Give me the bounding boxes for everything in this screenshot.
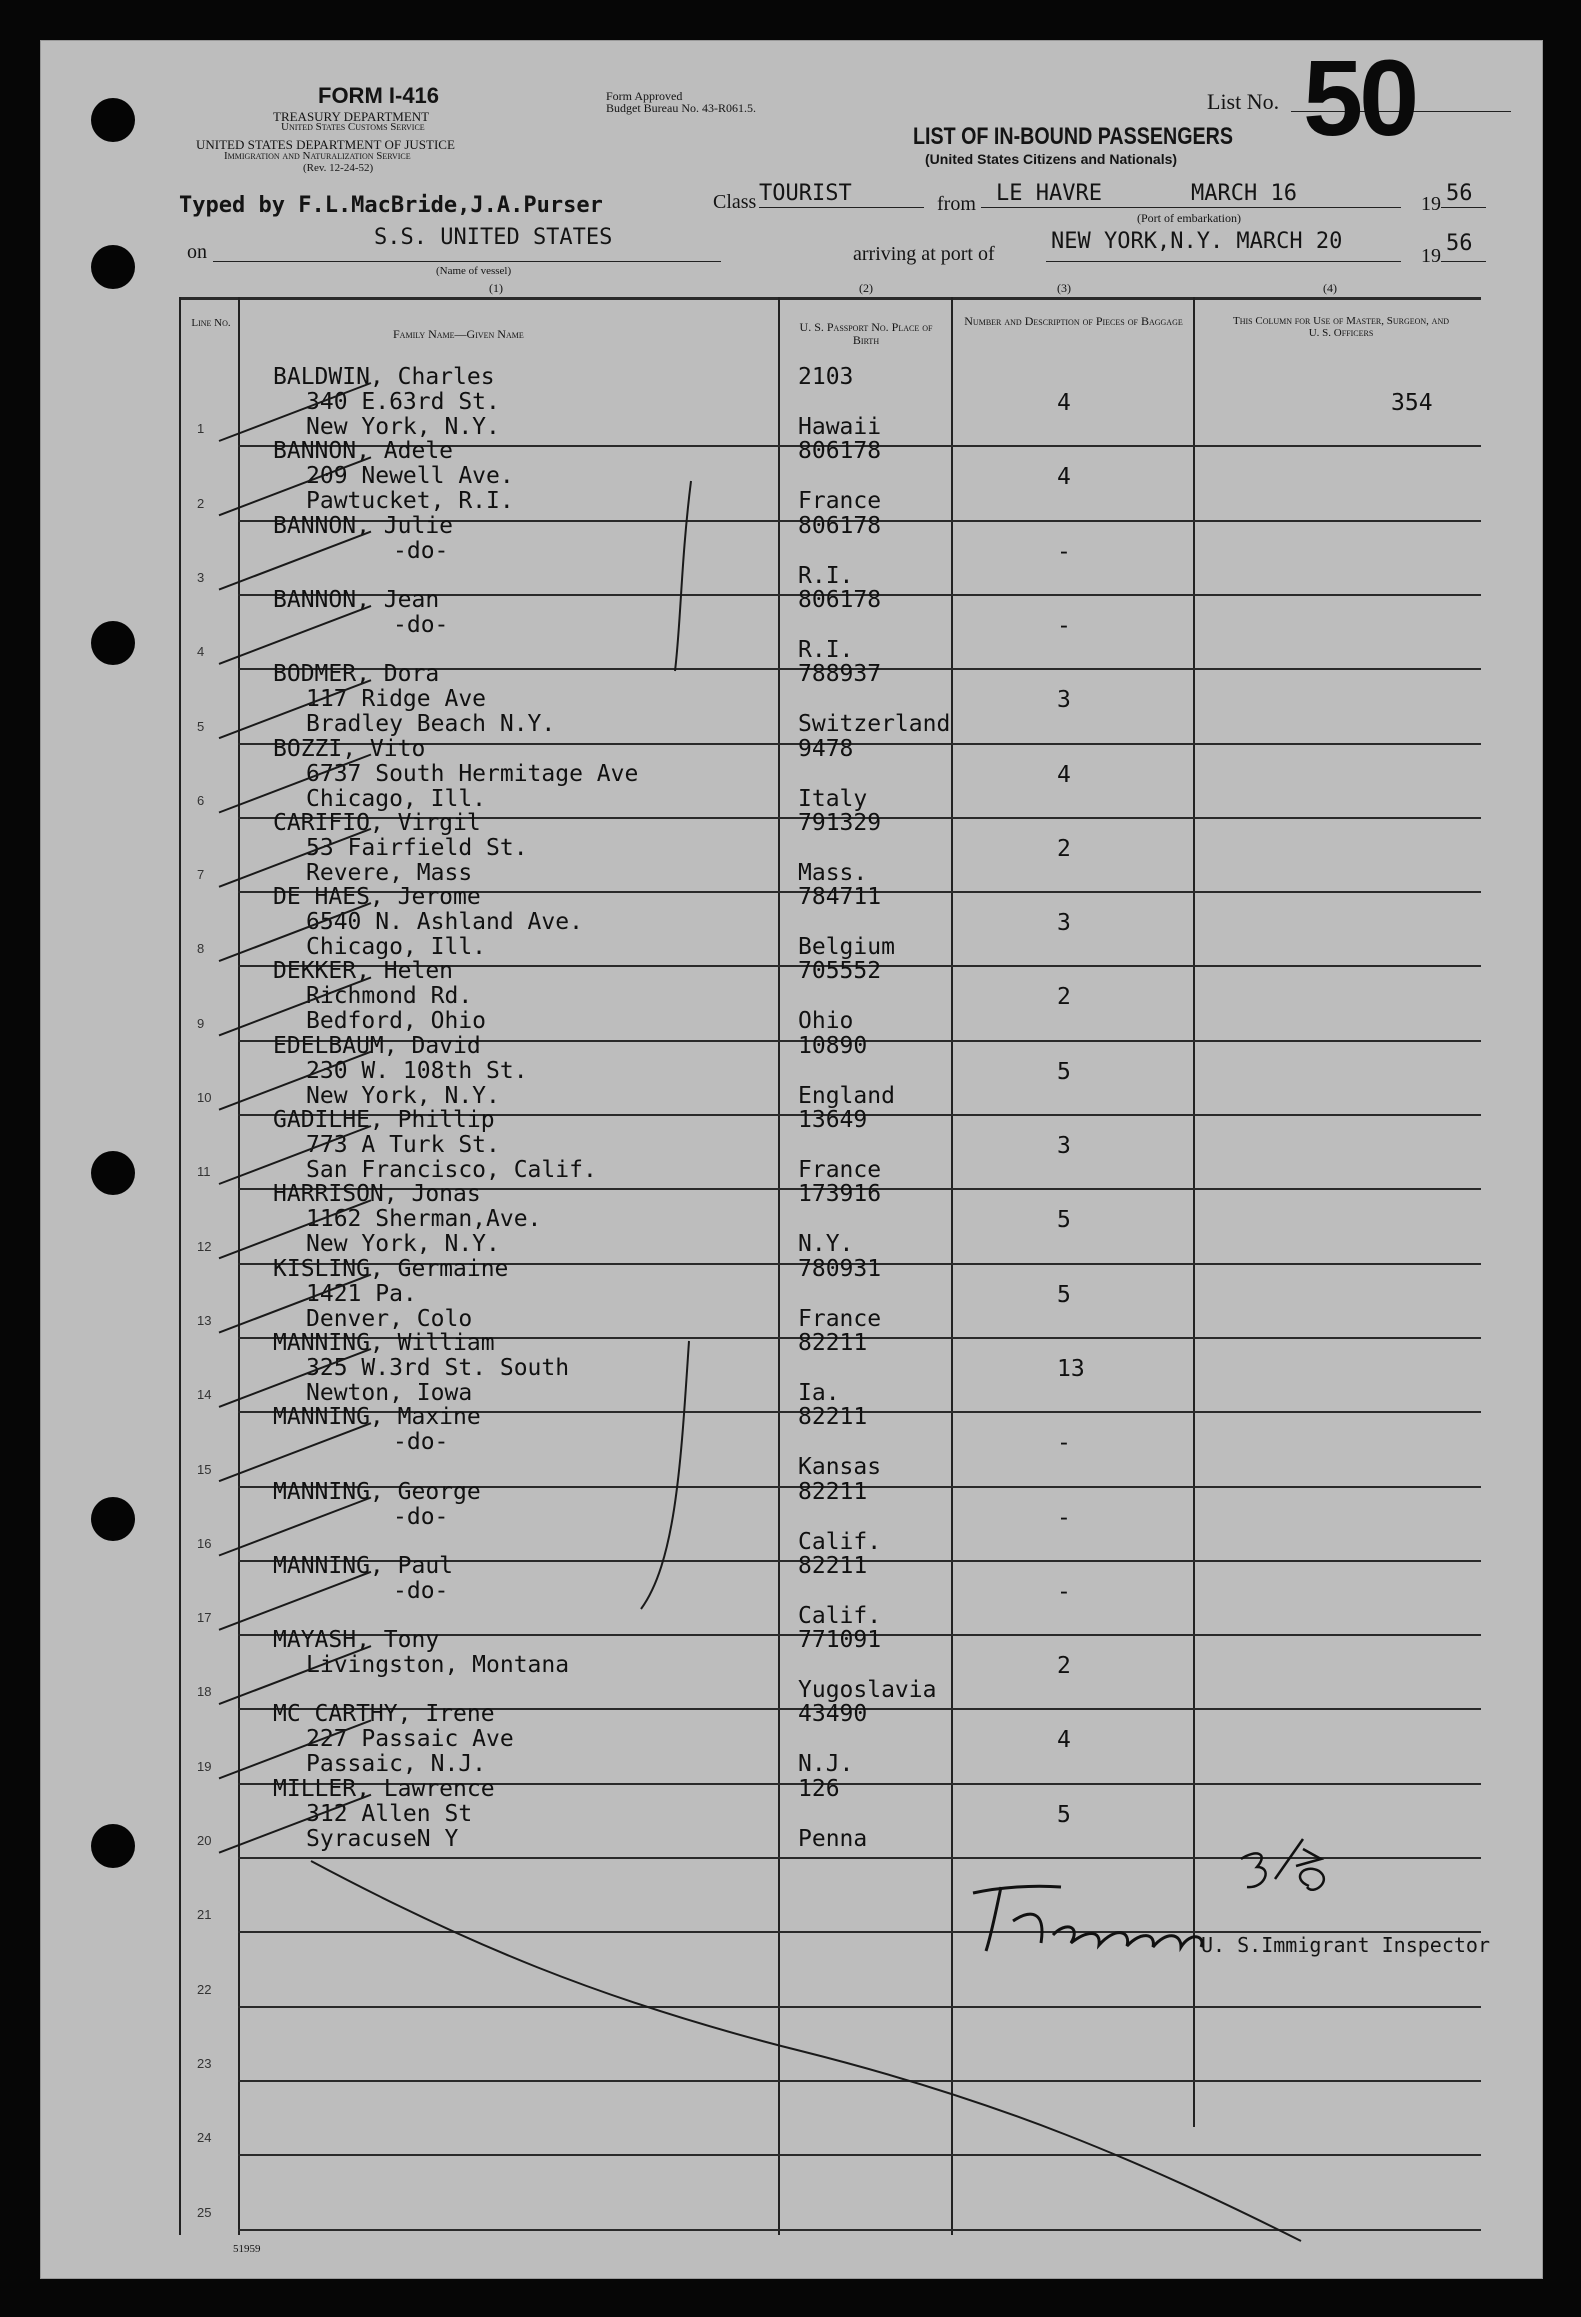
col-1-marker: (1) (489, 281, 503, 295)
check-stroke (219, 532, 371, 590)
address-line-1: -do- (393, 1429, 449, 1456)
place-of-birth: France (798, 1157, 882, 1183)
place-of-birth: France (798, 488, 882, 515)
baggage-count: - (1057, 1430, 1071, 1457)
line-number: 6 (197, 792, 205, 808)
col-header-baggage: Number and Description of Pieces of Baggage (964, 314, 1183, 328)
baggage-count: - (1057, 538, 1071, 565)
check-stroke (219, 606, 371, 664)
year-prefix-1: 19 (1421, 193, 1441, 215)
from-label: from (937, 193, 976, 215)
address-line-1: 117 Ridge Ave (306, 686, 487, 713)
passenger-name: BANNON, Jean (273, 586, 440, 613)
signature (973, 1886, 1202, 1951)
list-number: 50 (1303, 40, 1416, 158)
check-stroke (219, 1052, 371, 1110)
check-stroke (219, 1646, 371, 1704)
baggage-count: 2 (1057, 1653, 1071, 1680)
baggage-count: 3 (1057, 910, 1071, 937)
address-line-1: -do- (393, 1577, 449, 1604)
address-line-1: 6540 N. Ashland Ave. (306, 909, 583, 936)
check-stroke (219, 977, 371, 1035)
line-number: 4 (197, 644, 205, 660)
list-title: LIST OF IN-BOUND PASSENGERS (913, 123, 1234, 150)
passport-number: 82211 (798, 1329, 868, 1356)
address-line-2: New York, N.Y. (306, 1082, 500, 1109)
passport-number: 791329 (798, 809, 882, 836)
address-line-1: 1421 Pa. (306, 1280, 417, 1307)
passenger-name: KISLING, Germaine (273, 1255, 509, 1282)
col-header-name: Family Name—Given Name (393, 327, 524, 341)
place-of-birth: Mass. (798, 859, 868, 886)
line-number: 14 (197, 1387, 212, 1403)
on-label: on (187, 241, 207, 263)
list-subtitle: (United States Citizens and Nationals) (925, 151, 1178, 167)
form-justice: UNITED STATES DEPARTMENT OF JUSTICE (196, 137, 455, 152)
baggage-count: 4 (1057, 464, 1071, 491)
vessel-caption: (Name of vessel) (436, 265, 512, 277)
place-of-birth: Kansas (798, 1454, 882, 1481)
address-line-1: 53 Fairfield St. (306, 834, 528, 861)
address-line-2: Passaic, N.J. (306, 1751, 487, 1778)
year-prefix-2: 19 (1421, 245, 1441, 267)
cancel-diagonal (311, 1861, 1301, 2241)
passport-number: 13649 (798, 1107, 868, 1133)
line-number: 19 (197, 1758, 212, 1774)
passport-number: 806178 (798, 586, 882, 613)
address-line-1: -do- (393, 537, 449, 564)
budget-bureau: Budget Bureau No. 43-R061.5. (606, 101, 756, 115)
check-stroke (219, 680, 371, 738)
passenger-name: MANNING, George (273, 1478, 481, 1505)
address-line-2: Pawtucket, R.I. (306, 488, 514, 515)
year-2: 56 (1446, 231, 1473, 256)
address-line-2: SyracuseN Y (306, 1825, 459, 1852)
passenger-name: MANNING, Paul (273, 1552, 454, 1579)
address-line-1: 312 Allen St (306, 1800, 473, 1827)
passenger-name: BANNON, Julie (273, 512, 454, 539)
line-number: 13 (197, 1312, 212, 1328)
check-stroke (219, 903, 371, 961)
check-marks (219, 383, 371, 1853)
line-number: 11 (197, 1164, 211, 1180)
col-header-line: Line No. (191, 317, 231, 329)
form-rev: (Rev. 12-24-52) (303, 162, 374, 174)
passenger-name: MAYASH, Tony (273, 1627, 440, 1654)
check-stroke (219, 1720, 371, 1778)
address-line-1: Richmond Rd. (306, 983, 473, 1010)
col-2-marker: (2) (859, 281, 873, 295)
arriving-label: arriving at port of (853, 243, 995, 265)
baggage-count: 2 (1057, 835, 1071, 862)
passport-number: 788937 (798, 661, 882, 688)
col-3-marker: (3) (1057, 281, 1071, 295)
baggage-count: 3 (1057, 687, 1071, 714)
line-number: 2 (197, 495, 205, 511)
baggage-count: 5 (1057, 1801, 1071, 1828)
passenger-list-sheet (40, 40, 1543, 2279)
baggage-count: - (1057, 1578, 1071, 1605)
form-ins: Immigration and Naturalization Service (224, 150, 411, 162)
check-stroke (219, 383, 371, 441)
baggage-count: 13 (1057, 1355, 1085, 1382)
passenger-name: HARRISON, Jonas (273, 1181, 481, 1208)
passenger-name: EDELBAUM, David (273, 1032, 481, 1059)
check-stroke (219, 1795, 371, 1853)
passport-number: 82211 (798, 1552, 868, 1579)
col-4-marker: (4) (1323, 281, 1337, 295)
address-line-1: 773 A Turk St. (306, 1132, 500, 1158)
passenger-name: BALDWIN, Charles (273, 364, 495, 390)
line-number: 21 (197, 1907, 212, 1923)
form-number: FORM I-416 (318, 83, 440, 108)
place-of-birth: R.I. (798, 562, 854, 589)
baggage-count: 4 (1057, 761, 1071, 788)
line-number: 1 (197, 421, 205, 437)
address-line-2: Bradley Beach N.Y. (306, 711, 556, 738)
passenger-name: GADILHE, Phillip (273, 1107, 495, 1133)
check-stroke (219, 457, 371, 515)
line-number: 25 (197, 2204, 212, 2220)
typed-by: Typed by F.L.MacBride,J.A.Purser (179, 193, 603, 218)
passport-number: 771091 (798, 1627, 882, 1654)
place-of-birth: Hawaii (798, 414, 882, 440)
address-line-1: 325 W.3rd St. South (306, 1354, 570, 1381)
class-label: Class (713, 191, 757, 213)
line-number: 16 (197, 1535, 212, 1551)
check-stroke (219, 1200, 371, 1258)
address-line-1: 6737 South Hermitage Ave (306, 760, 639, 787)
vessel-name: S.S. UNITED STATES (374, 225, 613, 250)
signature-text: Thomson (1081, 1977, 1085, 1978)
baggage-count: 5 (1057, 1207, 1071, 1234)
line-number: 7 (197, 867, 205, 883)
col-header-passport: U. S. Passport No. Place of Birth (799, 320, 933, 347)
check-stroke (219, 1498, 371, 1556)
from-port: LE HAVRE (996, 181, 1102, 206)
address-line-1: Livingston, Montana (306, 1652, 570, 1679)
check-stroke (219, 755, 371, 813)
from-date: MARCH 16 (1191, 181, 1297, 206)
line-number: 12 (197, 1238, 212, 1254)
address-line-2: Revere, Mass (306, 859, 473, 886)
line-number: 22 (197, 1981, 212, 1997)
passenger-name: BODMER, Dora (273, 661, 440, 688)
baggage-count: 4 (1057, 390, 1071, 416)
line-number: 17 (197, 1610, 212, 1626)
address-line-1: 227 Passaic Ave (306, 1726, 514, 1753)
line-number: 5 (197, 718, 205, 734)
address-line-1: 340 E.63rd St. (306, 389, 500, 415)
passenger-name: DEKKER, Helen (273, 958, 454, 985)
address-line-2: Chicago, Ill. (306, 785, 487, 812)
place-of-birth: N.J. (798, 1751, 854, 1778)
port-caption: (Port of embarkation) (1137, 211, 1241, 225)
check-stroke (219, 1349, 371, 1407)
passenger-name: MILLER, Lawrence (273, 1775, 495, 1802)
passport-number: 82211 (798, 1404, 868, 1431)
form-code: 51959 (233, 2243, 261, 2255)
place-of-birth: Calif. (798, 1528, 882, 1555)
class-value: TOURIST (759, 181, 852, 206)
line-number: 10 (197, 1090, 212, 1105)
baggage-count: - (1057, 1504, 1071, 1531)
bracket-stroke (641, 1341, 689, 1609)
passport-number: 2103 (798, 364, 854, 390)
passport-number: 705552 (798, 958, 882, 985)
passenger-name: BANNON, Adele (273, 438, 454, 465)
address-line-1: 1162 Sherman,Ave. (306, 1206, 542, 1233)
line-number: 3 (197, 569, 205, 585)
check-stroke (219, 1572, 371, 1630)
baggage-count: - (1057, 612, 1071, 639)
address-line-1: -do- (393, 611, 449, 638)
check-stroke (219, 829, 371, 887)
baggage-count: 5 (1057, 1281, 1071, 1308)
passport-number: 173916 (798, 1181, 882, 1208)
list-no-label: List No. (1207, 89, 1280, 114)
arrival-port-date: NEW YORK,N.Y. MARCH 20 (1051, 229, 1343, 254)
place-of-birth: Penna (798, 1825, 868, 1852)
inspector-caption: U. S.Immigrant Inspector (1201, 1933, 1490, 1957)
form-approved: Form Approved (606, 89, 683, 103)
passport-number: 82211 (798, 1478, 868, 1505)
line-number: 20 (197, 1833, 212, 1848)
passenger-name: MC CARTHY, Irene (273, 1701, 495, 1728)
place-of-birth: Calif. (798, 1602, 882, 1629)
line-number: 15 (197, 1461, 212, 1477)
check-stroke (219, 1126, 371, 1184)
passenger-name: DE HAES, Jerome (273, 884, 481, 911)
check-stroke (219, 1275, 371, 1333)
passport-number: 806178 (798, 512, 882, 539)
address-line-1: -do- (393, 1503, 449, 1530)
line-number: 24 (197, 2130, 212, 2146)
baggage-count: 4 (1057, 1727, 1071, 1754)
place-of-birth: Ia. (798, 1379, 840, 1406)
address-line-2: Bedford, Ohio (306, 1008, 487, 1035)
year-1: 56 (1446, 181, 1473, 206)
passport-number: 126 (798, 1775, 840, 1802)
address-line-2: Denver, Colo (306, 1305, 473, 1332)
passport-number: 9478 (798, 735, 854, 762)
place-of-birth: Ohio (798, 1008, 854, 1035)
address-line-2: San Francisco, Calif. (306, 1157, 597, 1183)
check-stroke (219, 1423, 371, 1481)
place-of-birth: R.I. (798, 636, 854, 663)
place-of-birth: Switzerland (798, 711, 951, 738)
address-line-1: 230 W. 108th St. (306, 1057, 528, 1084)
passport-number: 784711 (798, 884, 882, 911)
passenger-name: CARIFIO, Virgil (273, 809, 481, 836)
passport-number: 806178 (798, 438, 882, 465)
line-number: 9 (197, 1015, 205, 1031)
place-of-birth: Belgium (798, 934, 895, 961)
col-header-officers: This Column for Use of Master, Surgeon, and U. S. Officers (1233, 315, 1449, 339)
address-line-2: New York, N.Y. (306, 414, 500, 440)
address-line-1: 209 Newell Ave. (306, 463, 514, 490)
initials-mark (1241, 1839, 1324, 1890)
passport-number: 780931 (798, 1255, 882, 1282)
baggage-count: 2 (1057, 984, 1071, 1011)
baggage-count: 5 (1057, 1058, 1071, 1085)
line-number: 8 (197, 941, 205, 957)
passport-number: 10890 (798, 1032, 868, 1059)
passport-number: 43490 (798, 1701, 868, 1728)
bracket-stroke (675, 481, 691, 671)
form-service: United States Customs Service (281, 121, 425, 133)
line-number: 23 (197, 2055, 212, 2071)
address-line-2: Chicago, Ill. (306, 934, 487, 961)
handwriting-overlay (41, 41, 1542, 2278)
place-of-birth: England (798, 1082, 895, 1109)
form-dept: TREASURY DEPARTMENT (273, 109, 430, 124)
passenger-name: BOZZI, Vito (273, 735, 426, 762)
place-of-birth: Yugoslavia (798, 1677, 937, 1704)
place-of-birth: Italy (798, 785, 868, 812)
passenger-name: MANNING, Maxine (273, 1404, 481, 1431)
place-of-birth: N.Y. (798, 1231, 854, 1258)
baggage-count: 3 (1057, 1133, 1071, 1159)
passenger-name: MANNING, William (273, 1329, 495, 1356)
officer-note: 354 (1391, 390, 1433, 416)
place-of-birth: France (798, 1305, 882, 1332)
line-number: 18 (197, 1684, 212, 1700)
address-line-2: New York, N.Y. (306, 1231, 500, 1258)
address-line-2: Newton, Iowa (306, 1379, 473, 1406)
